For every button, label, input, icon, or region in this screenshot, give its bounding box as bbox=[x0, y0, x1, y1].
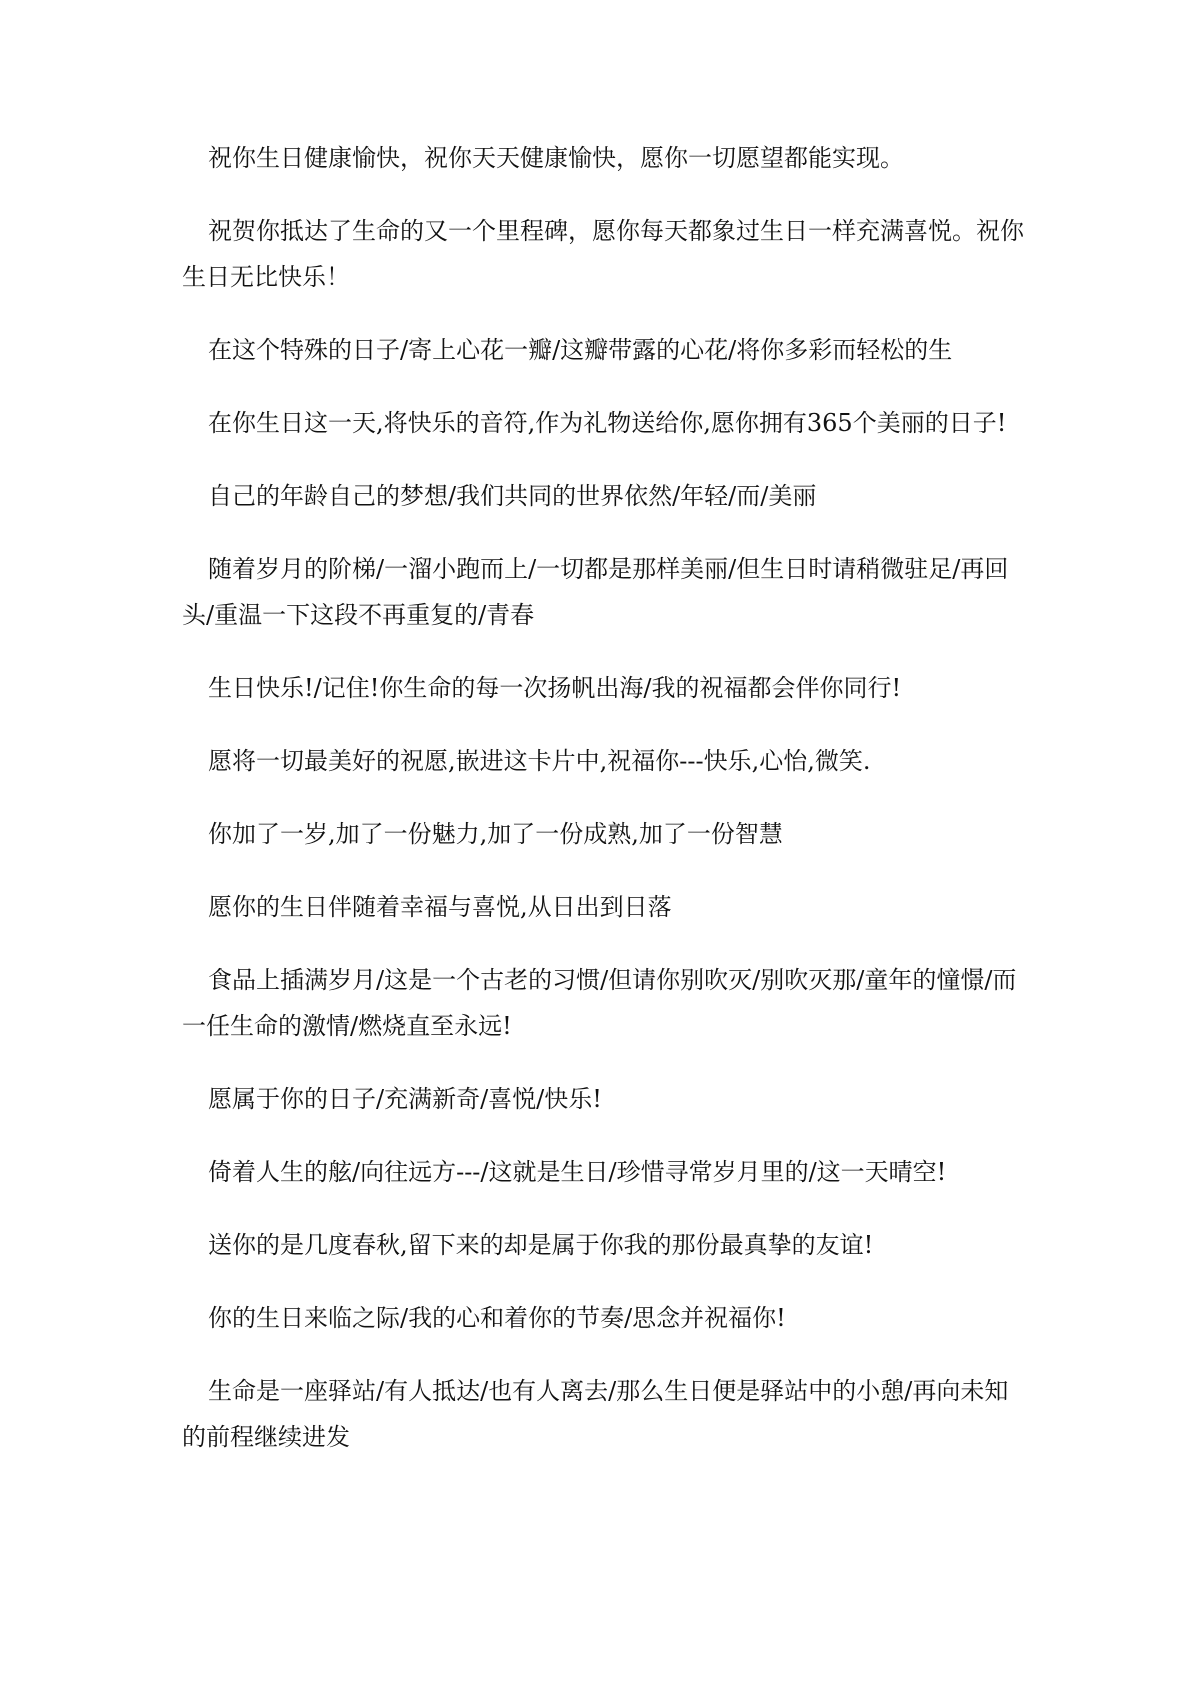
paragraph-12: 愿属于你的日子/充满新奇/喜悦/快乐! bbox=[208, 1085, 602, 1113]
document-body bbox=[182, 135, 1032, 1487]
paragraph-14: 送你的是几度春秋,留下来的却是属于你我的那份最真挚的友谊! bbox=[208, 1231, 874, 1259]
paragraph-3: 在这个特殊的日子/寄上心花一瓣/这瓣带露的心花/将你多彩而轻松的生 bbox=[208, 336, 953, 364]
paragraph-1: 祝你生日健康愉快，祝你天天健康愉快，愿你一切愿望都能实现。 bbox=[208, 144, 904, 172]
paragraph-16: 生命是一座驿站/有人抵达/也有人离去/那么生日便是驿站中的小憩/再向未知的前程继续进发 bbox=[182, 1377, 1009, 1451]
paragraph-4: 在你生日这一天,将快乐的音符,作为礼物送给你,愿你拥有365个美丽的日子! bbox=[208, 409, 1007, 437]
paragraph-6: 随着岁月的阶梯/一溜小跑而上/一切都是那样美丽/但生日时请稍微驻足/再回头/重温一下这段不再重复的/青春 bbox=[182, 555, 1009, 629]
paragraph-13: 倚着人生的舷/向往远方---/这就是生日/珍惜寻常岁月里的/这一天晴空! bbox=[208, 1158, 947, 1186]
paragraph-7: 生日快乐!/记住!你生命的每一次扬帆出海/我的祝福都会伴你同行! bbox=[208, 674, 902, 702]
paragraph-10: 愿你的生日伴随着幸福与喜悦,从日出到日落 bbox=[208, 893, 672, 921]
paragraph-11: 食品上插满岁月/这是一个古老的习惯/但请你别吹灭/别吹灭那/童年的憧憬/而一任生命的激情/燃烧直至永远! bbox=[182, 966, 1017, 1040]
paragraph-2: 祝贺你抵达了生命的又一个里程碑，愿你每天都象过生日一样充满喜悦。祝你生日无比快乐！ bbox=[182, 217, 1024, 291]
paragraph-9: 你加了一岁,加了一份魅力,加了一份成熟,加了一份智慧 bbox=[208, 820, 783, 848]
paragraph-5: 自己的年龄自己的梦想/我们共同的世界依然/年轻/而/美丽 bbox=[208, 482, 817, 510]
paragraph-8: 愿将一切最美好的祝愿,嵌进这卡片中,祝福你---快乐,心怡,微笑. bbox=[208, 747, 871, 775]
paragraph-15: 你的生日来临之际/我的心和着你的节奏/思念并祝福你! bbox=[208, 1304, 786, 1332]
